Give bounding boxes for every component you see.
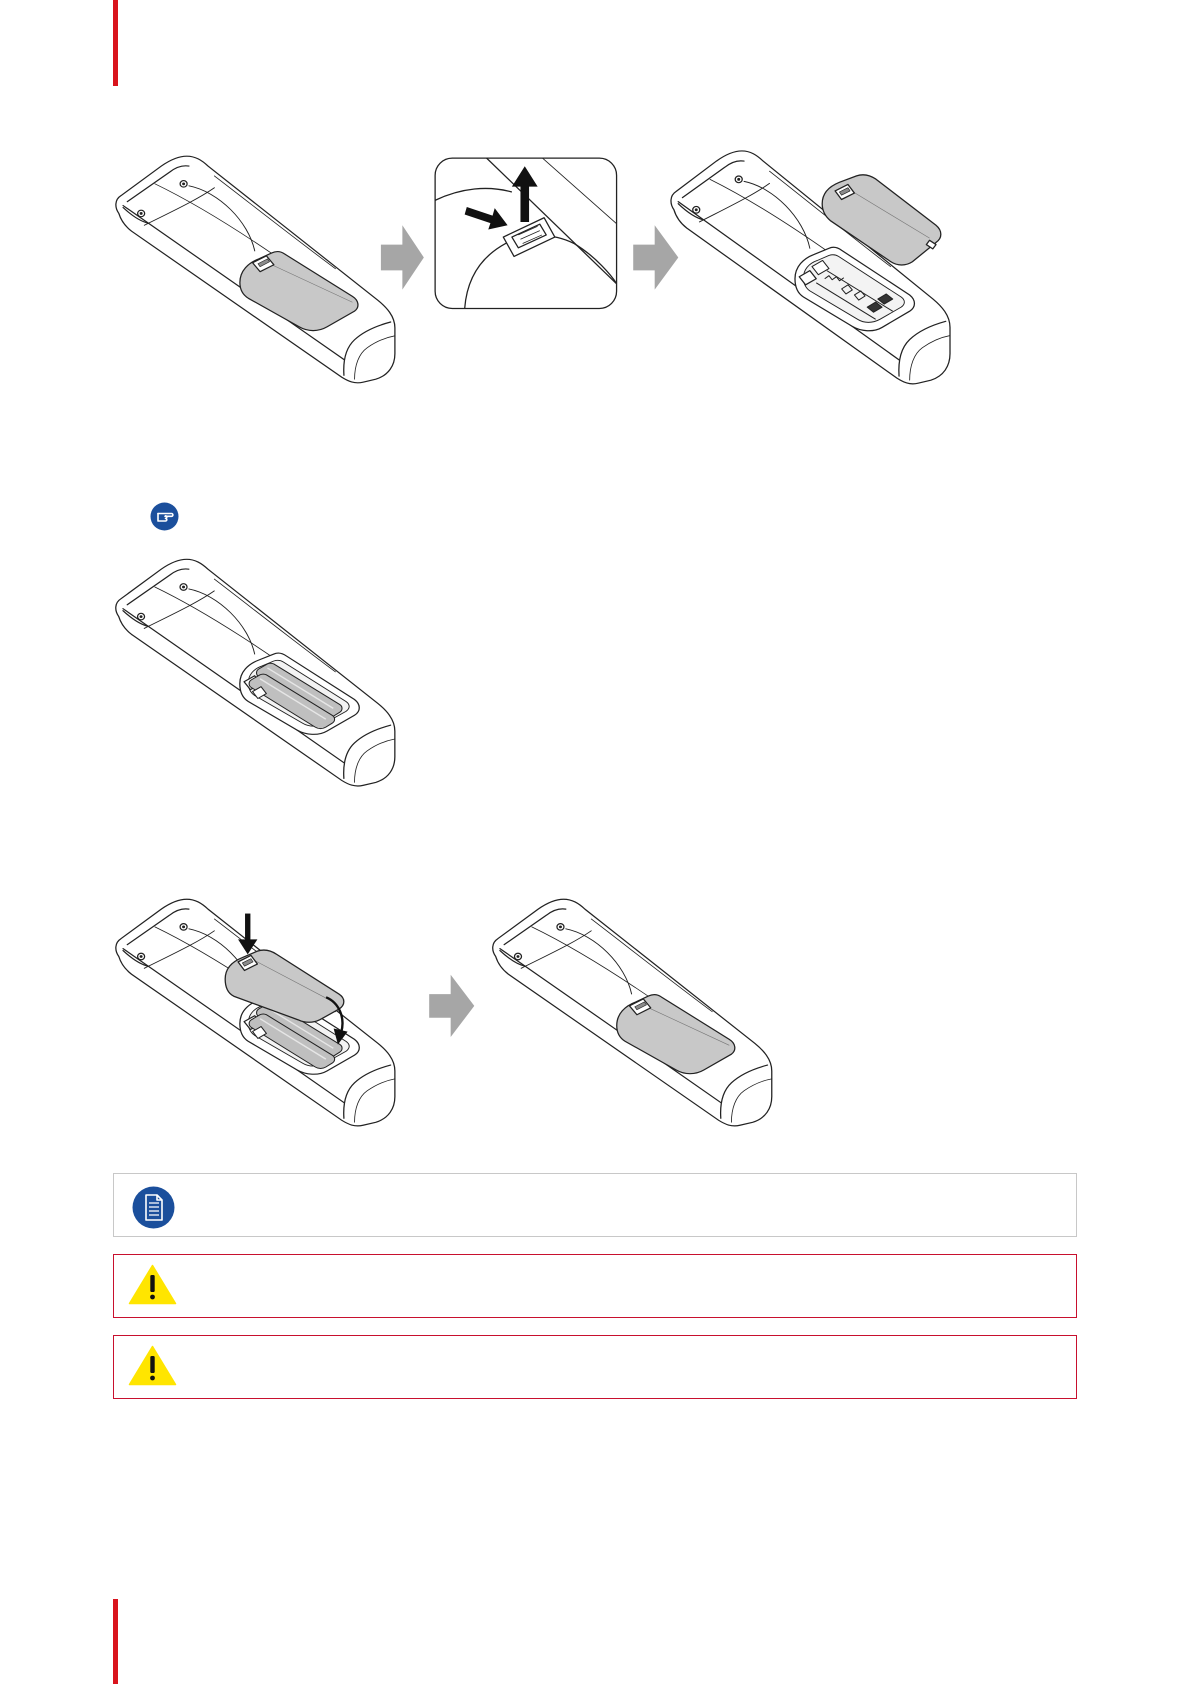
warning-triangle-icon — [128, 1264, 177, 1305]
remote-cover-inserting-illustration — [116, 900, 395, 1127]
pointing-hand-icon — [150, 502, 179, 531]
accent-bar-top — [113, 0, 118, 86]
remote-open-with-batteries-illustration — [116, 559, 395, 786]
figure-open-battery-cover — [107, 134, 961, 392]
caution-box — [113, 1335, 1077, 1399]
document-icon — [132, 1186, 175, 1229]
caution-box — [113, 1254, 1077, 1317]
warning-triangle-icon — [128, 1345, 177, 1386]
remote-cover-closed-illustration — [493, 900, 772, 1127]
accent-bar-bottom — [113, 1599, 118, 1684]
arrow-right-icon — [634, 225, 679, 289]
remote-closed-illustration — [116, 156, 395, 383]
arrow-right-icon — [381, 225, 424, 289]
latch-detail-inset — [435, 158, 618, 309]
figure-close-battery-cover — [107, 891, 784, 1133]
note-box — [113, 1173, 1077, 1237]
arrow-right-icon — [430, 975, 475, 1037]
figure-insert-batteries — [107, 550, 408, 790]
remote-cover-removed-illustration — [671, 151, 950, 384]
